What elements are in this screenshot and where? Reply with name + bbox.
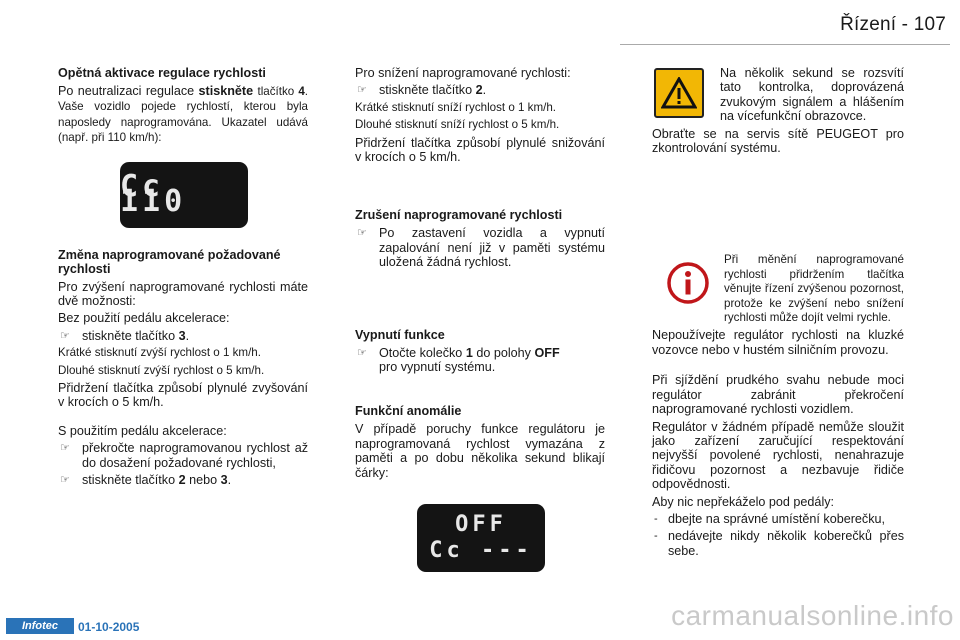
dash-bullet: - <box>654 512 658 525</box>
paragraph: Krátké stisknutí sníží rychlost o 1 km/h. <box>355 100 557 114</box>
section-title-reactivation: Opětná aktivace regulace rychlosti <box>58 66 266 80</box>
text-span: . Vaše vozidlo pojede rychlostí, kterou byla naposledy naprogramována. Ukazatel udává (např. při 110 km/h): <box>58 85 309 145</box>
paragraph: Přidržení tlačítka způsobí plynulé zvyšování v krocích o 5 km/h. <box>58 381 308 410</box>
dash-bullet: - <box>654 530 658 543</box>
text-span: tlačítko <box>257 85 295 98</box>
page-title: Řízení - 107 <box>840 14 946 35</box>
pointing-hand-icon: ☞ <box>357 84 367 97</box>
button-number: 3 <box>220 473 228 488</box>
footer-date: 01-10-2005 <box>78 620 140 634</box>
paragraph: V případě poruchy funkce regulátoru je naprogramovaná rychlost vymazána z paměti a po dobu několika sekund blikají čárky: <box>355 422 605 480</box>
column-3 <box>652 66 904 561</box>
paragraph: Dlouhé stisknutí zvýší rychlost o 5 km/h. <box>58 363 265 377</box>
text-span: stiskněte tlačítko <box>82 473 176 488</box>
list-item <box>355 346 605 375</box>
paragraph: Aby nic nepřekáželo pod pedály: <box>652 494 835 509</box>
paragraph: Přidržení tlačítka způsobí plynulé snižování v krocích o 5 km/h. <box>355 135 605 165</box>
text-bold: stiskněte <box>198 84 254 98</box>
text-span: Po neutralizaci regulace <box>58 84 195 98</box>
warning-block <box>652 66 904 127</box>
pointing-hand-icon: ☞ <box>357 346 367 359</box>
list-text: dbejte na správné umístění koberečku, <box>668 511 886 526</box>
infotec-badge: Infotec <box>6 618 74 634</box>
list-item <box>652 512 904 526</box>
column-2 <box>355 66 605 572</box>
lcd-text-line2: Cc --- <box>429 538 533 564</box>
paragraph: Regulátor v žádném případě nemůže sloužit jako zařízení zaručující respektování nejvyšší povolené rychlosti, nenahrazuje řidičovu pozornost a nezbavuje řidiče odpovědnosti. <box>652 419 904 492</box>
section-title-change-speed: Změna naprogramované požadované rychlosti <box>58 247 281 276</box>
section-title-anomaly: Funkční anomálie <box>355 404 462 419</box>
text-span: pro vypnutí systému. <box>379 360 496 375</box>
off-position: OFF <box>534 345 560 360</box>
text-span: nebo <box>189 473 218 488</box>
info-block <box>652 253 904 328</box>
pointing-hand-icon: ☞ <box>60 474 70 487</box>
paragraph: Dlouhé stisknutí sníží rychlost o 5 km/h. <box>355 118 560 132</box>
button-number: 3 <box>178 328 186 343</box>
list-item: ☞ stiskněte tlačítko 2 nebo 3. <box>60 473 232 488</box>
pointing-hand-icon: ☞ <box>357 227 367 240</box>
list-item: ☞ stiskněte tlačítko 2. <box>357 83 487 98</box>
watermark-site: carmanualsonline.info <box>671 600 954 631</box>
button-number: 4 <box>298 85 305 98</box>
paragraph: Bez použití pedálu akcelerace: <box>58 311 230 326</box>
list-item: ☞ stiskněte tlačítko 3. <box>60 328 190 343</box>
warning-text: Na několik sekund se rozsvítí tato kontrolka, doprovázená zvukovým signálem a hlášením na vícefunkční obrazovce. <box>720 66 904 124</box>
pointing-hand-icon: ☞ <box>60 329 70 342</box>
list-item <box>355 226 605 269</box>
paragraph: Nepoužívejte regulátor rychlosti na kluzké vozovce nebo v hustém silničním provozu. <box>652 328 904 357</box>
lcd-display-off <box>417 504 545 572</box>
paragraph: Pro zvýšení naprogramované rychlosti máte dvě možnosti: <box>58 279 308 309</box>
list-text: Po zastavení vozidla a vypnutí zapalování není již v paměti systému uložená žádná rychlost. <box>379 226 605 270</box>
warning-triangle-icon <box>654 68 704 118</box>
lcd-text-line1: OFF <box>455 512 507 538</box>
paragraph: Při sjíždění prudkého svahu nebude moci regulátor zabránit překročení naprogramované rychlosti vozidlem. <box>652 373 904 417</box>
button-number: 2 <box>178 473 186 488</box>
section-title-switch-off: Vypnutí funkce <box>355 327 445 342</box>
pointing-hand-icon: ☞ <box>60 442 70 455</box>
header-divider <box>620 44 950 45</box>
text-span: Otočte kolečko <box>379 345 463 360</box>
reactivation-paragraph <box>58 84 308 146</box>
list-item <box>652 529 904 558</box>
info-circle-icon <box>666 261 710 305</box>
lcd-display-cc110 <box>120 162 248 228</box>
lcd-text: Cc 110 <box>120 169 187 219</box>
section-title-cancel: Zrušení naprogramované rychlosti <box>355 208 563 223</box>
text-span: stiskněte tlačítko <box>379 83 473 98</box>
wheel-number: 1 <box>465 345 473 360</box>
list-text: překročte naprogramovanou rychlost až do dosažení požadované rychlosti, <box>82 441 308 470</box>
list-text: nedávejte nikdy několik koberečků přes sebe. <box>668 529 904 558</box>
paragraph: Pro snížení naprogramované rychlosti: <box>355 66 571 80</box>
paragraph: Krátké stisknutí zvýší rychlost o 1 km/h. <box>58 346 261 360</box>
button-number: 2 <box>475 83 483 98</box>
text-span: do polohy <box>476 345 531 360</box>
paragraph: Obraťte se na servis sítě PEUGEOT pro zkontrolování systému. <box>652 126 904 156</box>
text-span: stiskněte tlačítko <box>82 328 176 343</box>
info-text: Při měnění naprogramované rychlosti přidržením tlačítka věnujte řízení zvýšenou pozornost, protože ke zvýšení nebo snížení rychlosti může dojít velmi rychle. <box>724 253 904 325</box>
paragraph: S použitím pedálu akcelerace: <box>58 423 227 438</box>
list-item <box>58 441 308 470</box>
column-1 <box>58 66 308 491</box>
